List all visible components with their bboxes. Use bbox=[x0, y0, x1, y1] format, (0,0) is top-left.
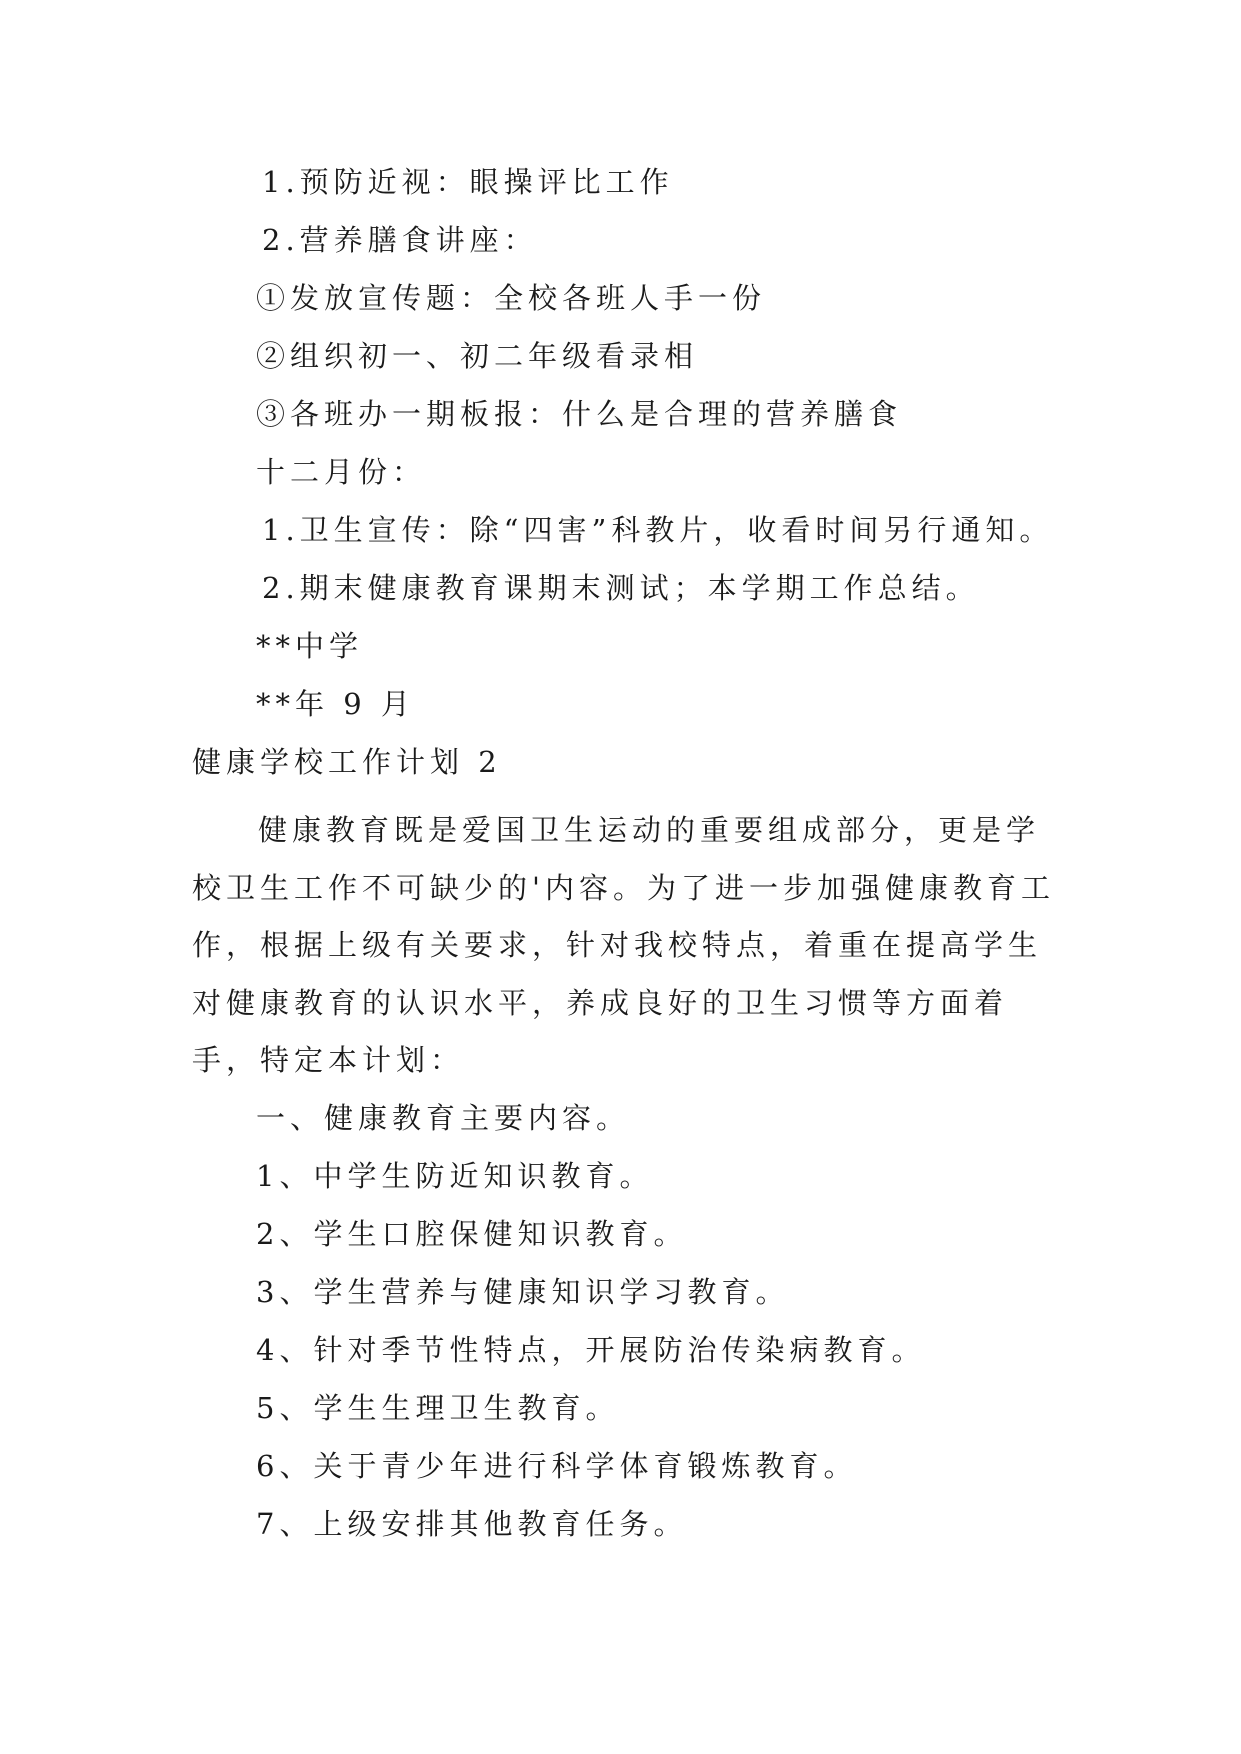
list-item: ①发放宣传题：全校各班人手一份 bbox=[256, 281, 767, 315]
list-item: 2.期末健康教育课期末测试；本学期工作总结。 bbox=[262, 571, 980, 605]
month-heading: 十二月份： bbox=[256, 455, 427, 489]
list-item: 3、学生营养与健康知识学习教育。 bbox=[256, 1275, 790, 1309]
list-item: 2.营养膳食讲座： bbox=[262, 223, 538, 257]
signature-date: **年 9 月 bbox=[256, 687, 415, 721]
intro-paragraph: 健康教育既是爱国卫生运动的重要组成部分，更是学校卫生工作不可缺少的'内容。为了进一步加强健康教育工作，根据上级有关要求，针对我校特点，着重在提高学生对健康教育的认识水平，养成良好的卫生习惯等方面着手，特定本计划： bbox=[192, 813, 1055, 1078]
list-item: 7、上级安排其他教育任务。 bbox=[256, 1507, 688, 1541]
list-item: ②组织初一、初二年级看录相 bbox=[256, 339, 699, 373]
content-heading: 一、健康教育主要内容。 bbox=[256, 1101, 631, 1135]
list-item: 5、学生生理卫生教育。 bbox=[256, 1391, 620, 1425]
list-item: 6、关于青少年进行科学体育锻炼教育。 bbox=[256, 1449, 858, 1483]
list-item: ③各班办一期板报：什么是合理的营养膳食 bbox=[256, 397, 903, 431]
list-item: 1.卫生宣传：除“四害”科教片，收看时间另行通知。 bbox=[262, 513, 1054, 547]
section-title: 健康学校工作计划 2 bbox=[192, 745, 502, 779]
signature-org: **中学 bbox=[256, 629, 364, 663]
list-item: 1、中学生防近知识教育。 bbox=[256, 1159, 654, 1193]
list-item: 1.预防近视：眼操评比工作 bbox=[262, 165, 674, 199]
list-item: 4、针对季节性特点，开展防治传染病教育。 bbox=[256, 1333, 926, 1367]
list-item: 2、学生口腔保健知识教育。 bbox=[256, 1217, 688, 1251]
